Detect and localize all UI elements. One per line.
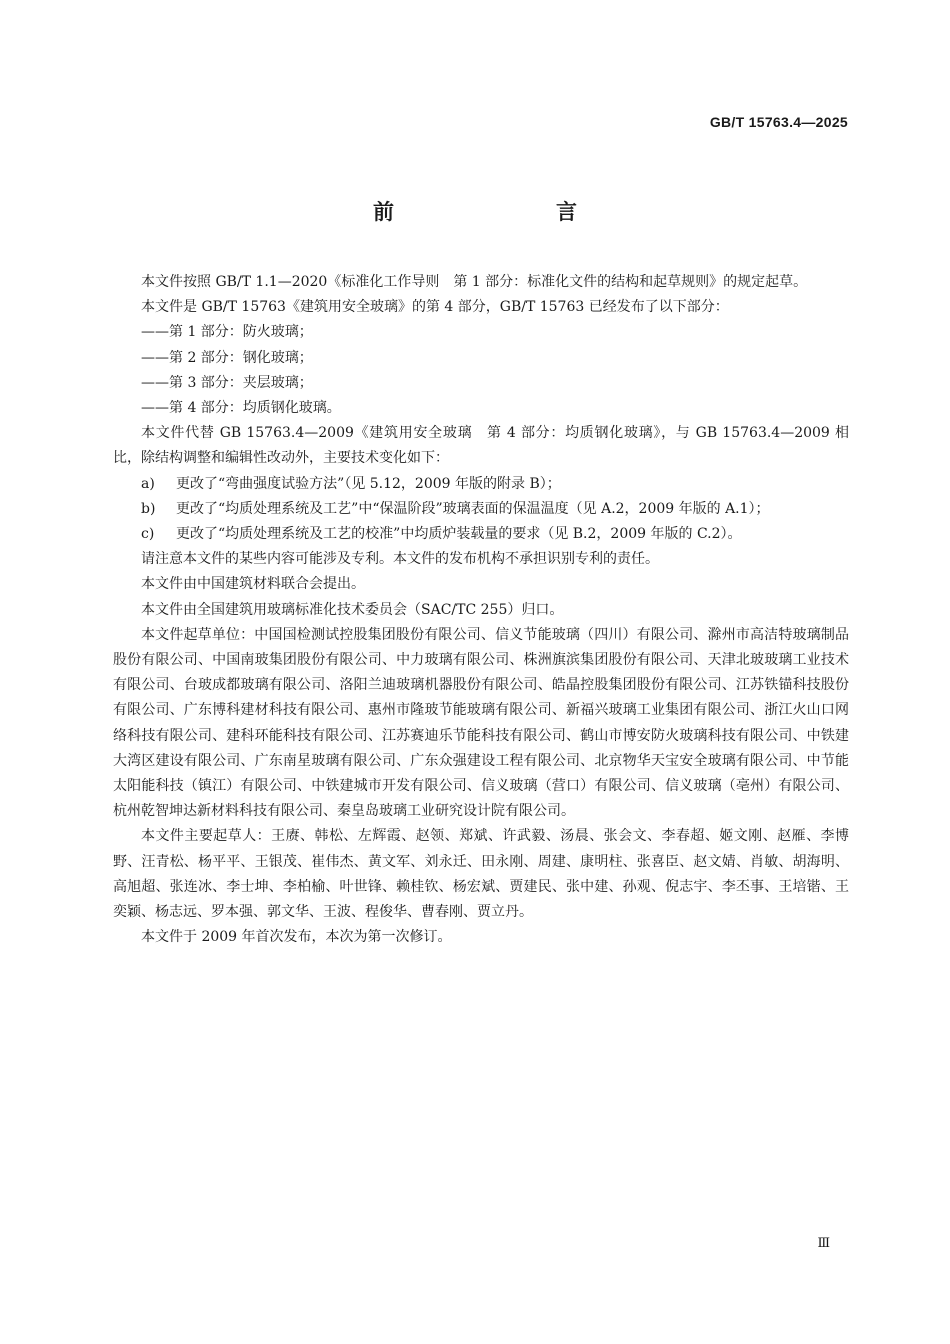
part-list-item: ——第 2 部分：钢化玻璃； (141, 349, 313, 366)
paragraph-history: 本文件于 2009 年首次发布，本次为第一次修订。 (141, 929, 452, 946)
page-title: 前 言 (373, 200, 617, 224)
paragraph-patent-notice: 请注意本文件的某些内容可能涉及专利。本文件的发布机构不承担识别专利的责任。 (141, 551, 659, 568)
paragraph-drafting-rules: 本文件按照 GB/T 1.1—2020《标准化工作导则 第 1 部分：标准化文件的结构和起草规则》的规定起草。 (141, 274, 808, 290)
change-label: c) (141, 526, 155, 543)
change-item (113, 472, 849, 497)
part-list-item: ——第 1 部分：防火玻璃； (141, 324, 313, 341)
foreword-body (113, 270, 849, 950)
change-item (113, 497, 849, 522)
paragraph-proposer: 本文件由中国建筑材料联合会提出。 (141, 576, 365, 593)
paragraph-committee: 本文件由全国建筑用玻璃标准化技术委员会（SAC/TC 255）归口。 (141, 601, 564, 618)
standard-code: GB/T 15763.4—2025 (709, 114, 848, 130)
change-label: a) (141, 475, 155, 492)
change-text: 更改了“均质处理系统及工艺的校准”中均质炉装载量的要求（见 B.2，2009 年版的 C.2）。 (176, 526, 742, 543)
paragraph-drafters: 本文件主要起草人：王赓、韩松、左辉霞、赵领、郑斌、许武毅、汤晨、张会文、李春超、姬文刚、赵雁、李博野、汪青松、杨平平、王银茂、崔伟杰、黄文军、刘永迁、田永刚、周建、康明柱、张喜臣、赵文婧、肖敏、胡海明、高旭超、张连冰、李士坤、李柏榆、叶世锋、赖桂钦、杨宏斌、贾建民、张中建、孙观、倪志宇、李丕事、王培锴、王奕颖、杨志远、罗本强、郭文华、王波、程俊华、曹春刚、贾立丹。 (113, 828, 849, 921)
change-text: 更改了“均质处理系统及工艺”中“保温阶段”玻璃表面的保温温度（见 A.2，2009 年版的 A.1）； (176, 500, 770, 517)
part-list-item: ——第 3 部分：夹层玻璃； (141, 374, 313, 391)
paragraph-series-intro: 本文件是 GB/T 15763《建筑用安全玻璃》的第 4 部分，GB/T 15763 已经发布了以下部分： (141, 299, 729, 316)
part-list-item: ——第 4 部分：均质钢化玻璃。 (141, 400, 341, 417)
change-label: b) (141, 500, 156, 517)
change-text: 更改了“弯曲强度试验方法”（见 5.12，2009 年版的附录 B）； (176, 475, 561, 492)
paragraph-replacement: 本文件代替 GB 15763.4—2009《建筑用安全玻璃 第 4 部分：均质钢化玻璃》，与 GB 15763.4—2009 相比，除结构调整和编辑性改动外，主要技术变化如下： (113, 425, 849, 467)
page-number: Ⅲ (817, 1236, 830, 1251)
paragraph-drafting-units: 本文件起草单位：中国国检测试控股集团股份有限公司、信义节能玻璃（四川）有限公司、滁州市高洁特玻璃制品股份有限公司、中国南玻集团股份有限公司、中力玻璃有限公司、株洲旗滨集团股份有限公司、天津北玻玻璃工业技术有限公司、台玻成都玻璃有限公司、洛阳兰迪玻璃机器股份有限公司、皓晶控股集团股份有限公司、江苏铁锚科技股份有限公司、广东博科建材科技有限公司、惠州市隆玻节能玻璃有限公司、新福兴玻璃工业集团有限公司、浙江火山口网络科技有限公司、建科环能科技有限公司、江苏赛迪乐节能科技有限公司、鹤山市博安防火玻璃科技有限公司、中铁建大湾区建设有限公司、广东南星玻璃有限公司、广东众强建设工程有限公司、北京物华天宝安全玻璃有限公司、中节能太阳能科技（镇江）有限公司、中铁建城市开发有限公司、信义玻璃（营口）有限公司、信义玻璃（亳州）有限公司、杭州乾智坤达新材料科技有限公司、秦皇岛玻璃工业研究设计院有限公司。 (113, 626, 849, 820)
change-item (113, 522, 849, 547)
